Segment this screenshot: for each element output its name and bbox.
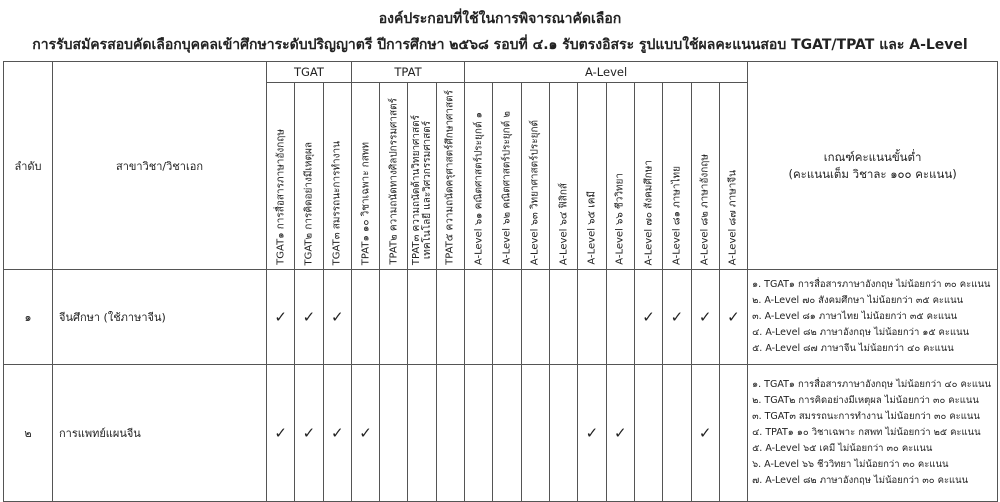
- col-header-criteria: [748, 62, 998, 270]
- subject-header-text: [502, 111, 513, 265]
- row-number: ๑: [4, 270, 53, 365]
- subject-header: [380, 83, 408, 270]
- col-header-major: สาขาวิชา/วิชาเอก: [53, 62, 267, 270]
- criteria-table: [3, 61, 998, 502]
- criteria-item: ๓. A-Level ๘๑ ภาษาไทย ไม่น้อยกว่า ๓๕ คะแนน: [752, 311, 958, 322]
- empty-cell: [436, 365, 464, 502]
- criteria-item: ๔. A-Level ๘๒ ภาษาอังกฤษ ไม่น้อยกว่า ๑๕ คะแนน: [752, 327, 970, 338]
- col-header-no: ลำดับ: [4, 62, 53, 270]
- empty-cell: [465, 270, 493, 365]
- group-header-tpat: TPAT: [351, 62, 464, 83]
- subject-header: [550, 83, 578, 270]
- subject-header-text: [332, 141, 343, 265]
- major-name: การแพทย์แผนจีน: [53, 365, 267, 502]
- subject-header-text: [671, 166, 682, 265]
- table-row: [4, 365, 998, 502]
- criteria-item: ๔. TPAT๑ ๑๐ วิชาเฉพาะ กสพท ไม่น้อยกว่า ๒๕ คะแนน: [752, 427, 981, 438]
- subject-header-line: TPAT๕ ความถนัดครุศาสตร์ศึกษาศาสตร์: [444, 90, 456, 265]
- criteria-item: ๒. TGAT๒ การคิดอย่างมีเหตุผล ไม่น้อยกว่า ๓๐ คะแนน: [752, 395, 979, 406]
- criteria-item: ๕. A-Level ๘๗ ภาษาจีน ไม่น้อยกว่า ๔๐ คะแนน: [752, 343, 954, 354]
- group-header-alevel: A-Level: [465, 62, 748, 83]
- subject-header-text: [303, 142, 314, 265]
- subject-header: [323, 83, 351, 270]
- check-mark-cell: ✓: [606, 365, 634, 502]
- page-title: องค์ประกอบที่ใช้ในการพิจารณาคัดเลือก: [378, 11, 622, 27]
- subject-header-text: [728, 170, 739, 265]
- empty-cell: [408, 365, 436, 502]
- empty-cell: [436, 270, 464, 365]
- empty-cell: [578, 270, 606, 365]
- subject-header: [634, 83, 662, 270]
- subject-header-line: A-Level ๘๒ ภาษาอังกฤษ: [699, 153, 711, 265]
- subject-header-line: A-Level ๗๐ สังคมศึกษา: [643, 159, 655, 265]
- empty-cell: [351, 270, 379, 365]
- subject-header-line: TPAT๒ ความถนัดทางศิลปกรรมศาสตร์: [388, 98, 400, 265]
- subject-header-line: A-Level ๘๗ ภาษาจีน: [727, 169, 739, 265]
- check-mark-cell: ✓: [691, 270, 719, 365]
- row-number: ๒: [4, 365, 53, 502]
- subject-header-line: A-Level ๖๑ คณิตศาสตร์ประยุกต์ ๑: [473, 111, 485, 265]
- subject-header-line: TGAT๒ การคิดอย่างมีเหตุผล: [303, 141, 315, 265]
- criteria-item: ๗. A-Level ๘๒ ภาษาอังกฤษ ไม่น้อยกว่า ๓๐ คะแนน: [752, 475, 969, 486]
- criteria-header-line: (คะแนนเต็ม วิชาละ ๑๐๐ คะแนน): [788, 166, 957, 181]
- criteria-cell: [748, 365, 998, 502]
- subject-header-line: A-Level ๖๔ ฟิสิกส์: [558, 182, 570, 265]
- subject-header: [493, 83, 521, 270]
- empty-cell: [493, 365, 521, 502]
- subject-header-text: [586, 191, 597, 265]
- major-name: จีนศึกษา (ใช้ภาษาจีน): [53, 270, 267, 365]
- subject-header-text: [643, 160, 654, 265]
- subject-header-text: [360, 142, 371, 265]
- empty-cell: [719, 365, 747, 502]
- subject-header-line: TPAT๑ ๑๐ วิชาเฉพาะ กสพท: [360, 141, 372, 265]
- check-mark-cell: ✓: [267, 270, 295, 365]
- subject-header: [295, 83, 323, 270]
- criteria-item: ๕. A-Level ๖๕ เคมี ไม่น้อยกว่า ๓๐ คะแนน: [752, 443, 933, 454]
- empty-cell: [606, 270, 634, 365]
- check-mark-cell: ✓: [663, 270, 691, 365]
- subject-header: [408, 83, 436, 270]
- subject-header-text: [388, 98, 399, 265]
- subject-header-text: [530, 120, 541, 265]
- subject-header-text: [700, 154, 711, 265]
- subject-header-text: [275, 129, 286, 265]
- criteria-cell: [748, 270, 998, 365]
- subject-header-line: TPAT๓ ความถนัดด้านวิทยาศาสตร์: [411, 114, 423, 265]
- subject-header: [351, 83, 379, 270]
- empty-cell: [663, 365, 691, 502]
- check-mark-cell: ✓: [578, 365, 606, 502]
- subject-header-line: เทคโนโลยี และวิศวกรรมศาสตร์: [422, 120, 434, 260]
- check-mark-cell: ✓: [351, 365, 379, 502]
- subject-header-text: [445, 90, 456, 265]
- empty-cell: [634, 365, 662, 502]
- check-mark-cell: ✓: [295, 365, 323, 502]
- subject-header: [606, 83, 634, 270]
- criteria-item: ๑. TGAT๑ การสื่อสารภาษาอังกฤษ ไม่น้อยกว่า ๔๐ คะแนน: [752, 379, 992, 390]
- subject-header-text: [615, 173, 626, 265]
- subject-header-line: TGAT๑ การสื่อสารภาษาอังกฤษ: [275, 129, 287, 265]
- subject-header-text: [411, 115, 433, 265]
- empty-cell: [408, 270, 436, 365]
- empty-cell: [380, 270, 408, 365]
- subject-header-line: A-Level ๖๓ วิทยาศาสตร์ประยุกต์: [529, 119, 541, 265]
- subject-header: [663, 83, 691, 270]
- empty-cell: [550, 365, 578, 502]
- subject-header: [691, 83, 719, 270]
- check-mark-cell: ✓: [267, 365, 295, 502]
- empty-cell: [380, 365, 408, 502]
- empty-cell: [493, 270, 521, 365]
- empty-cell: [521, 365, 549, 502]
- subject-header-text: [473, 112, 484, 265]
- subject-header-line: A-Level ๖๒ คณิตศาสตร์ประยุกต์ ๒: [501, 111, 513, 265]
- criteria-item: ๓. TGAT๓ สมรรถนะการทำงาน ไม่น้อยกว่า ๓๐ คะแนน: [752, 411, 980, 422]
- header-group-row: [4, 62, 998, 83]
- criteria-item: ๑. TGAT๑ การสื่อสารภาษาอังกฤษ ไม่น้อยกว่า ๓๐ คะแนน: [752, 279, 991, 290]
- subject-header: [719, 83, 747, 270]
- check-mark-cell: ✓: [634, 270, 662, 365]
- check-mark-cell: ✓: [323, 365, 351, 502]
- criteria-item: ๖. A-Level ๖๖ ชีววิทยา ไม่น้อยกว่า ๓๐ คะแนน: [752, 459, 949, 470]
- empty-cell: [550, 270, 578, 365]
- subject-header: [267, 83, 295, 270]
- subject-header-line: A-Level ๘๑ ภาษาไทย: [671, 166, 683, 265]
- empty-cell: [465, 365, 493, 502]
- page-subtitle: การรับสมัครสอบคัดเลือกบุคคลเข้าศึกษาระดับปริญญาตรี ปีการศึกษา ๒๕๖๘ รอบที่ ๔.๑ รับตรงอิสระ รูปแบบใช้ผลคะแนนสอบ TGAT/TPAT และ A-Level: [32, 37, 968, 53]
- subject-header: [521, 83, 549, 270]
- criteria-item: ๒. A-Level ๗๐ สังคมศึกษา ไม่น้อยกว่า ๓๕ คะแนน: [752, 295, 964, 306]
- table-row: [4, 270, 998, 365]
- subject-header-line: TGAT๓ สมรรถนะการทำงาน: [331, 140, 343, 265]
- subject-header: [465, 83, 493, 270]
- empty-cell: [521, 270, 549, 365]
- subject-header-line: A-Level ๖๖ ชีววิทยา: [614, 173, 626, 265]
- check-mark-cell: ✓: [323, 270, 351, 365]
- check-mark-cell: ✓: [691, 365, 719, 502]
- check-mark-cell: ✓: [295, 270, 323, 365]
- subject-header-text: [558, 183, 569, 265]
- subject-header: [578, 83, 606, 270]
- subject-header: [436, 83, 464, 270]
- subject-header-line: A-Level ๖๕ เคมี: [586, 191, 598, 265]
- criteria-header-line: เกณฑ์คะแนนขั้นต่ำ: [823, 149, 922, 164]
- check-mark-cell: ✓: [719, 270, 747, 365]
- group-header-tgat: TGAT: [267, 62, 352, 83]
